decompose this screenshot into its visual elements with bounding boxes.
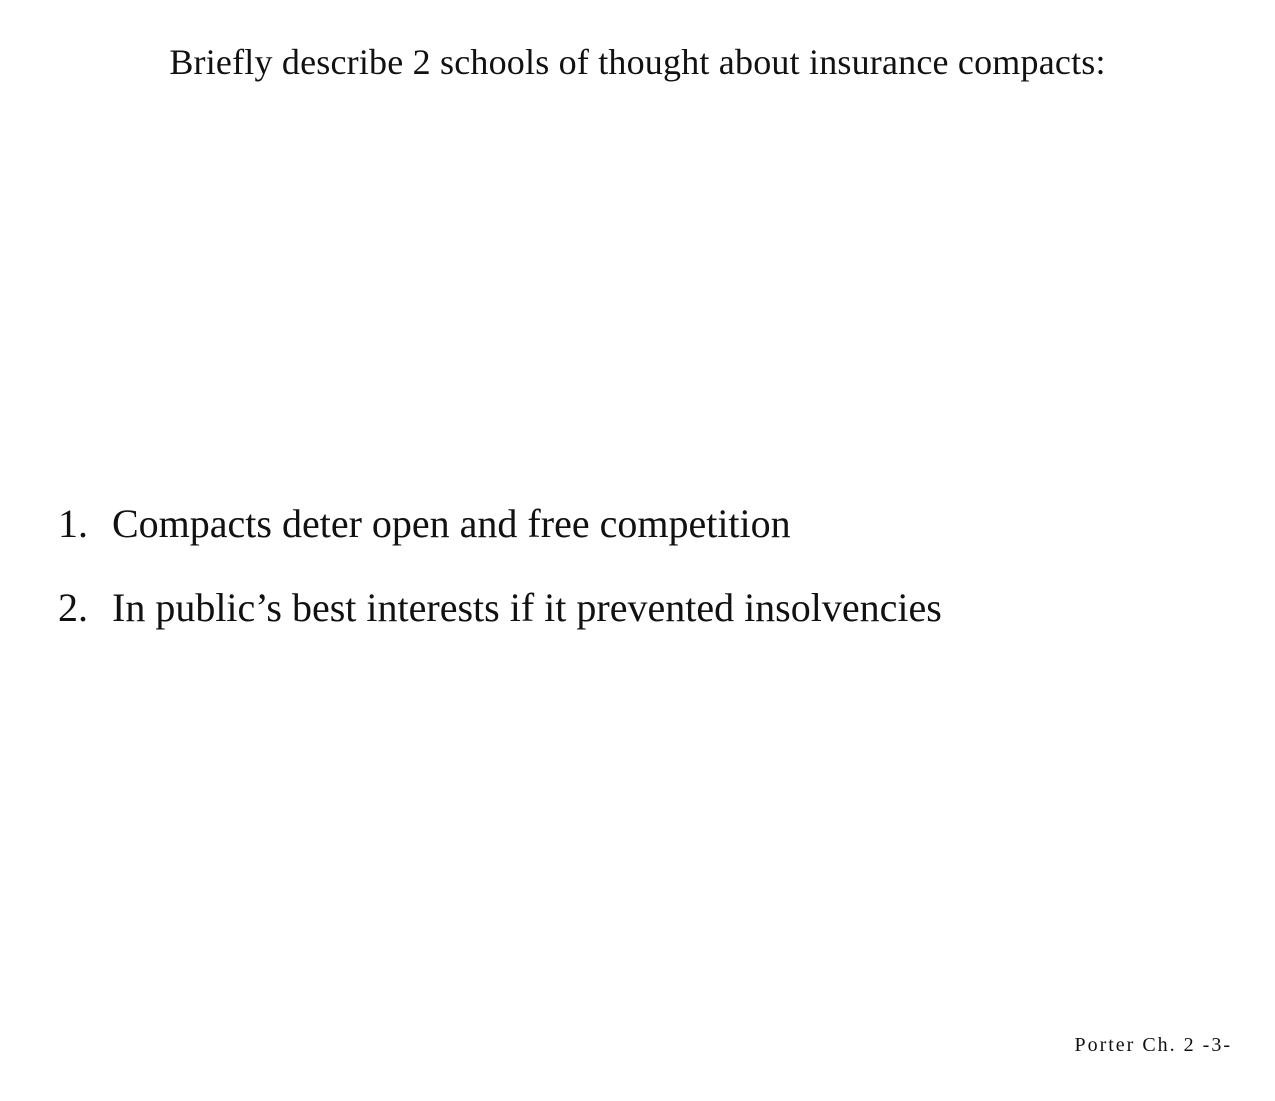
answer-text: In public’s best interests if it prevented insolvencies bbox=[112, 585, 942, 630]
answer-text: Compacts deter open and free competition bbox=[112, 501, 791, 546]
answer-number: 1. bbox=[58, 501, 88, 546]
page-footer: Porter Ch. 2 -3- bbox=[1074, 1034, 1232, 1056]
answer-item-2 bbox=[58, 584, 942, 632]
answer-item-1 bbox=[58, 500, 942, 548]
answer-number: 2. bbox=[58, 585, 88, 630]
question-heading: Briefly describe 2 schools of thought about insurance compacts: bbox=[169, 42, 1106, 82]
answer-list bbox=[58, 500, 942, 668]
